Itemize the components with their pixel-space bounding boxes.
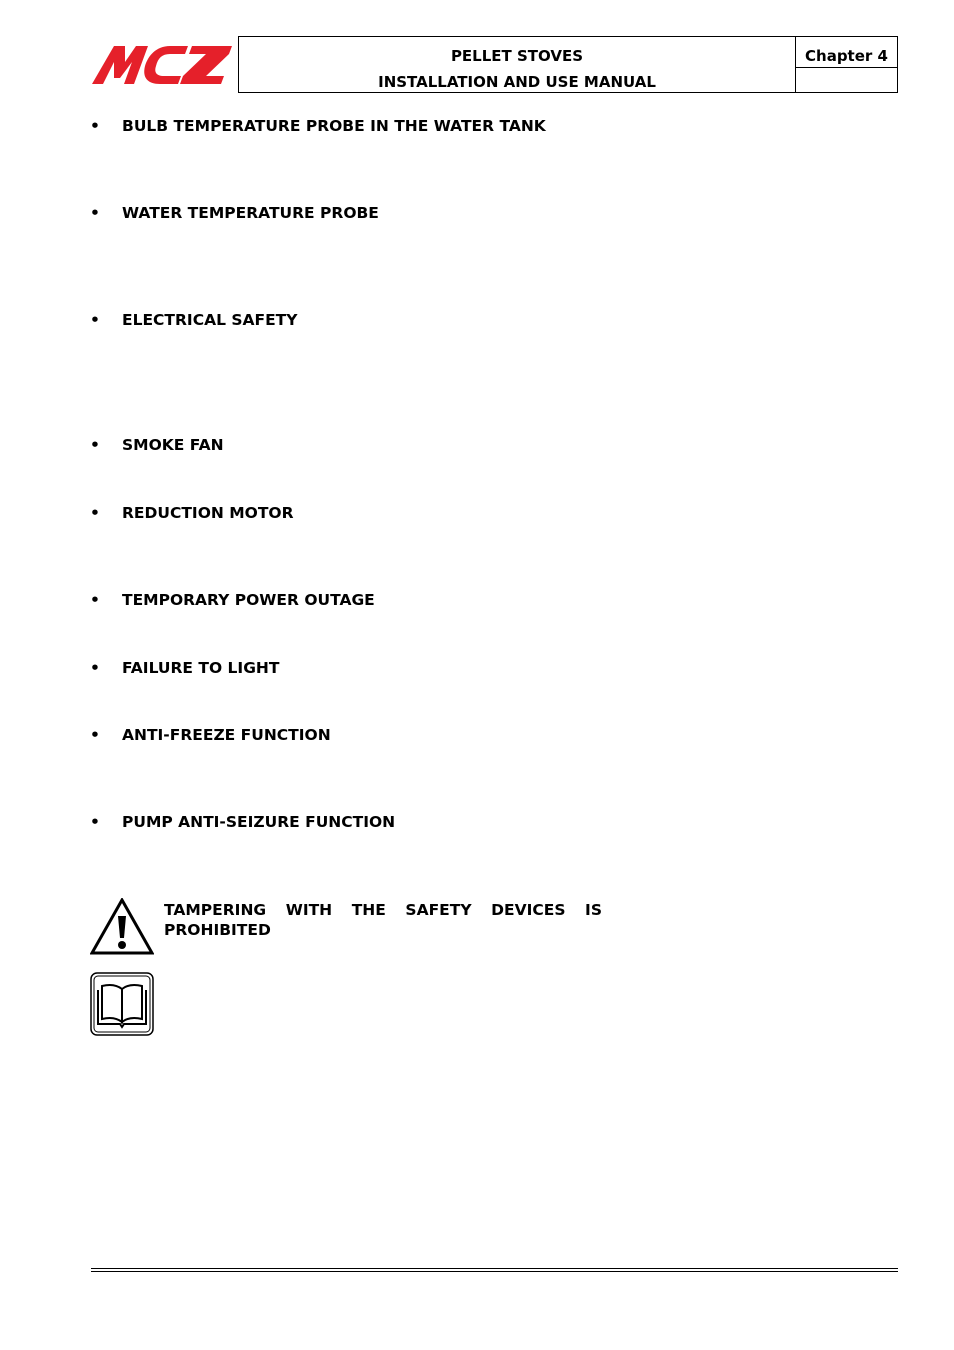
bullet: • [90,726,100,744]
list-item [90,659,279,677]
footer-rule [91,1271,898,1272]
bullet: • [90,591,100,609]
list-item [90,204,379,222]
list-item [90,726,331,744]
header-subtitle: INSTALLATION AND USE MANUAL [378,73,656,91]
warning-line-1: TAMPERING WITH THE SAFETY DEVICES IS [164,901,602,919]
bullet: • [90,204,100,222]
footer-rule [91,1268,898,1269]
chapter-label: Chapter 4 [805,47,888,65]
bullet: • [90,311,100,329]
item-label: PUMP ANTI-SEIZURE FUNCTION [122,813,396,831]
list-item [90,813,395,831]
warning-text [164,900,602,940]
bullet: • [90,504,100,522]
chapter-divider [796,67,897,68]
warning-triangle-icon [90,898,154,955]
list-item [90,117,546,135]
item-label: FAILURE TO LIGHT [122,659,280,677]
bullet: • [90,436,100,454]
bullet: • [90,117,100,135]
item-label: ELECTRICAL SAFETY [122,311,298,329]
item-label: TEMPORARY POWER OUTAGE [122,591,375,609]
item-label: SMOKE FAN [122,436,224,454]
list-item [90,436,224,454]
mcz-logo-mark [92,46,232,84]
bullet: • [90,813,100,831]
header-title-box [238,36,796,93]
item-label: BULB TEMPERATURE PROBE IN THE WATER TANK [122,117,546,135]
mcz-logo [92,44,234,86]
header-chapter-box [795,36,898,93]
bullet: • [90,659,100,677]
header-title: PELLET STOVES [450,47,584,65]
list-item [90,591,375,609]
manual-book-icon [90,972,154,1036]
list-item [90,311,297,329]
item-label: WATER TEMPERATURE PROBE [122,204,379,222]
item-label: ANTI-FREEZE FUNCTION [122,726,331,744]
item-label: REDUCTION MOTOR [122,504,294,522]
warning-line-2: PROHIBITED [164,921,271,939]
list-item [90,504,294,522]
